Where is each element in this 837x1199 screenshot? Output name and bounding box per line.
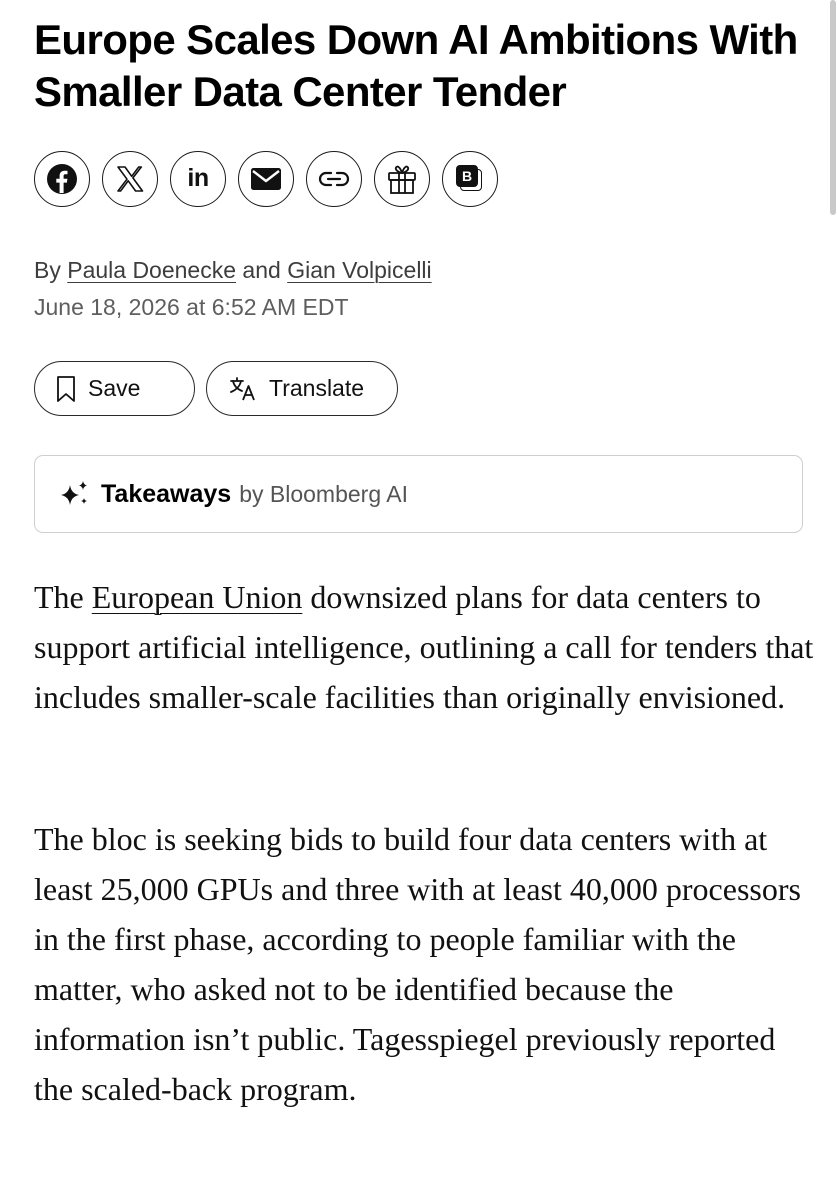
article-headline: Europe Scales Down AI Ambitions With Smaller Data Center Tender [34, 16, 798, 115]
byline [34, 254, 432, 286]
facebook-icon [46, 163, 78, 195]
linkedin-icon: in [187, 163, 209, 192]
byline-prefix: By [34, 257, 61, 283]
gift-icon [386, 163, 418, 195]
article-actions [34, 361, 398, 416]
translate-label: Translate [269, 375, 365, 401]
link-icon [318, 170, 350, 188]
gift-article-button[interactable] [374, 151, 430, 207]
european-union-link[interactable]: European Union [91, 579, 303, 615]
sparkle-icon [59, 479, 101, 509]
bookmark-icon [56, 375, 88, 403]
byline-conjunction: and [242, 257, 281, 283]
share-facebook-button[interactable] [34, 151, 90, 207]
share-link-button[interactable] [306, 151, 362, 207]
paragraph-1-body: downsized plans for data centers to support artificial intelligence, outlining a call for tenders that includes smaller-scale facilities than originally envisioned. [34, 579, 814, 715]
translate-icon [229, 377, 269, 401]
publish-date: June 18, 2026 at 6:52 AM EDT [34, 294, 349, 320]
article-paragraph-2: The bloc is seeking bids to build four data centers with at least 25,000 GPUs and three with at least 40,000 processors in the first phase, according to people familiar with the matter, who asked not to be identified because the information isn’t public. Tagesspiegel previously reported the scaled-back program. [34, 821, 801, 1107]
x-icon [116, 166, 144, 192]
bloomberg-share-button[interactable] [442, 151, 498, 207]
takeaways-attribution: by Bloomberg AI [239, 480, 408, 507]
save-button[interactable] [34, 361, 195, 416]
bloomberg-b-icon [455, 164, 485, 194]
takeaways-title: Takeaways [101, 479, 232, 508]
email-icon [250, 167, 282, 191]
save-label: Save [88, 375, 141, 401]
paragraph-1-lead: The [34, 579, 92, 615]
share-x-button[interactable] [102, 151, 158, 207]
share-toolbar [34, 151, 498, 207]
article-paragraph-1 [34, 572, 814, 722]
author-link-2[interactable]: Gian Volpicelli [287, 257, 432, 283]
bloomberg-b-glyph: B [456, 165, 478, 187]
share-email-button[interactable] [238, 151, 294, 207]
author-link-1[interactable]: Paula Doenecke [67, 257, 237, 283]
share-linkedin-button[interactable] [170, 151, 226, 207]
translate-button[interactable] [206, 361, 398, 416]
page-scrollbar[interactable] [830, 0, 836, 215]
takeaways-panel[interactable] [34, 455, 803, 533]
